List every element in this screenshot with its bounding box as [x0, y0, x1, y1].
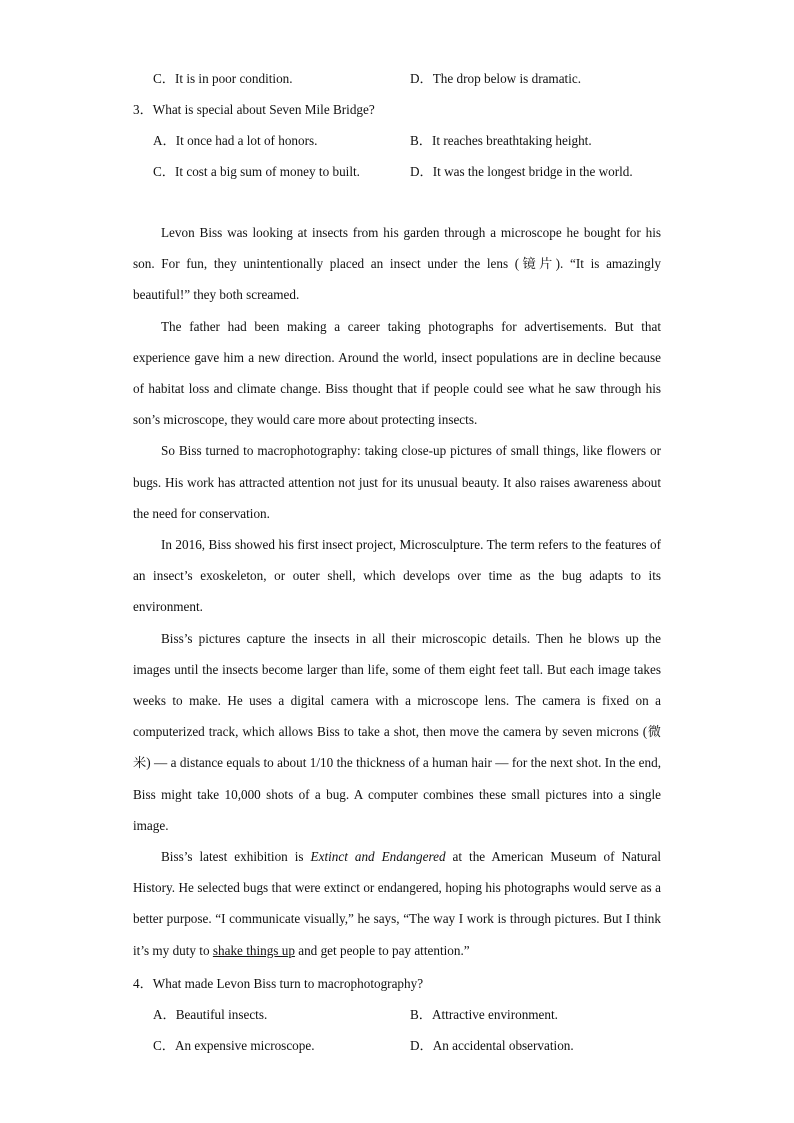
passage-paragraph-1: Levon Biss was looking at insects from his garden through a microscope he bought for his son. For fun, they unintentionally placed an insect under the lens (镜片). “It is amazingly beautiful!” they both screamed. — [133, 225, 661, 303]
q3-option-b: B．It reaches breathtaking height. — [410, 133, 592, 148]
q3-option-a: A．It once had a lot of honors. — [153, 133, 318, 148]
passage-paragraph-5: Biss’s pictures capture the insects in all their microscopic details. Then he blows up the images until the insects become larger than life, some of them eight feet tall. But each image takes weeks to make. He uses a digital camera with a microscope lens. The camera is fixed on a computerized track, which allows Biss to take a shot, then move the camera by seven microns (微米) — a distance equals to about 1/10 the thickness of a human hair — for the next shot. In the end, Biss might take 10,000 shots of a bug. A computer combines these small pictures into a single image. — [133, 630, 661, 833]
q4-option-b: B．Attractive environment. — [410, 1007, 558, 1022]
q4-option-d: D．An accidental observation. — [410, 1038, 574, 1053]
passage-paragraph-3: So Biss turned to macrophotography: taking close-up pictures of small things, like flowers or bugs. His work has attracted attention not just for its unusual beauty. It also raises awareness about the need for conservation. — [133, 443, 661, 521]
exhibition-title: Extinct and Endangered — [310, 849, 446, 865]
q2-option-d: D．The drop below is dramatic. — [410, 71, 582, 86]
q2-option-c: C．It is in poor condition. — [153, 71, 293, 86]
q4-option-a: A．Beautiful insects. — [153, 1007, 268, 1022]
reading-passage — [133, 217, 661, 966]
q4-stem: 4．What made Levon Biss turn to macrophotography? — [133, 976, 424, 991]
p6-text-c: and get people to pay attention.” — [294, 942, 470, 958]
passage-paragraph-6 — [133, 841, 661, 966]
q3-option-c: C．It cost a big sum of money to built. — [153, 164, 360, 179]
q3-stem: 3．What is special about Seven Mile Bridge? — [133, 102, 375, 117]
q4-option-c: C．An expensive microscope. — [153, 1038, 315, 1053]
p6-text-b: at the American Museum of Natural History. He selected bugs that were extinct or endangered, hoping his photographs would serve as a better purpose. “I communicate visually,” he says, “The way I work is through pictures. But I think it’s my duty to — [133, 849, 661, 958]
q3-option-d: D．It was the longest bridge in the world. — [410, 164, 633, 179]
passage-paragraph-2: The father had been making a career taking photographs for advertisements. But that experience gave him a new direction. Around the world, insect populations are in decline because of habitat loss and climate change. Biss thought that if people could see what he saw through his son’s microscope, they would care more about protecting insects. — [133, 318, 661, 428]
underlined-phrase: shake things up — [212, 942, 295, 958]
p6-text-a: Biss’s latest exhibition is — [161, 849, 311, 865]
passage-paragraph-4: In 2016, Biss showed his first insect project, Microsculpture. The term refers to the features of an insect’s exoskeleton, or outer shell, which develops over time as the bug adapts to its environment. — [133, 537, 661, 615]
